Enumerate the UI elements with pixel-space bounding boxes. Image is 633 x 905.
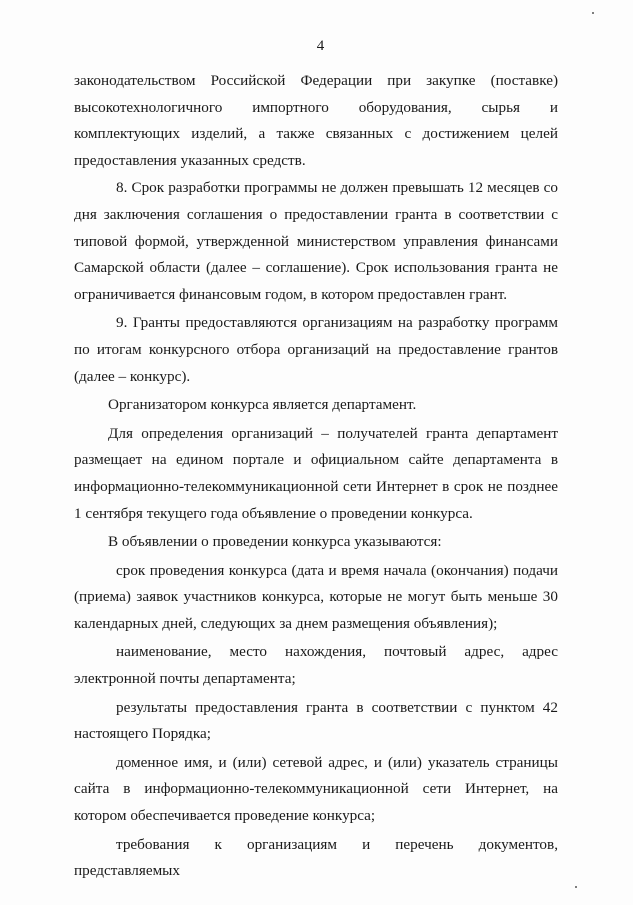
paragraph-department-address: наименование, место нахождения, почтовый адрес, адрес электронной почты департамента;: [74, 643, 558, 688]
paragraph-domain-name: доменное имя, и (или) сетевой адрес, и (или) указатель страницы сайта в информационно-телекоммуникационной сети Интернет, на котором обеспечивается проведение конкурса;: [74, 753, 558, 825]
paragraph-grant-results: результаты предоставления гранта в соответствии с пунктом 42 настоящего Порядка;: [74, 698, 558, 743]
paragraph-announcement: Для определения организаций – получателей гранта департамент размещает на едином портале и официальном сайте департамента в информационно-телекоммуникационной сети Интернет в срок не позднее 1 сентября текущего года объявление о проведении конкурса.: [74, 424, 558, 522]
paragraph-announcement-contents: В объявлении о проведении конкурса указываются:: [108, 533, 442, 551]
paragraph-organizer: Организатором конкурса является департамент.: [108, 396, 417, 414]
page-number: 4: [316, 38, 325, 54]
paragraph-contest-period: срок проведения конкурса (дата и время начала (окончания) подачи (приема) заявок участников конкурса, которые не могут быть меньше 30 календарных дней, следующих за днем размещения объявления);: [74, 561, 558, 632]
document-body: [74, 68, 558, 885]
paragraph-continuation: законодательством Российской Федерации при закупке (поставке) высокотехнологичного импортного оборудования, сырья и комплектующих изделий, а также связанных с достижением целей предоставления указанных средств.: [74, 72, 558, 169]
paragraph-requirements: требования к организациям и перечень документов, представляемых: [74, 835, 558, 880]
paragraph-item-8: 8. Срок разработки программы не должен превышать 12 месяцев со дня заключения соглашения о предоставлении гранта в соответствии с типовой формой, утвержденной министерством управления финансами Самарской области (далее – соглашение). Срок использования гранта не ограничивается финансовым годом, в котором предоставлен грант.: [74, 179, 558, 303]
scan-speck: [592, 12, 594, 14]
scan-speck: [575, 886, 577, 888]
paragraph-item-9: 9. Гранты предоставляются организациям на разработку программ по итогам конкурсного отбора организаций на предоставление грантов (далее – конкурс).: [74, 314, 558, 385]
